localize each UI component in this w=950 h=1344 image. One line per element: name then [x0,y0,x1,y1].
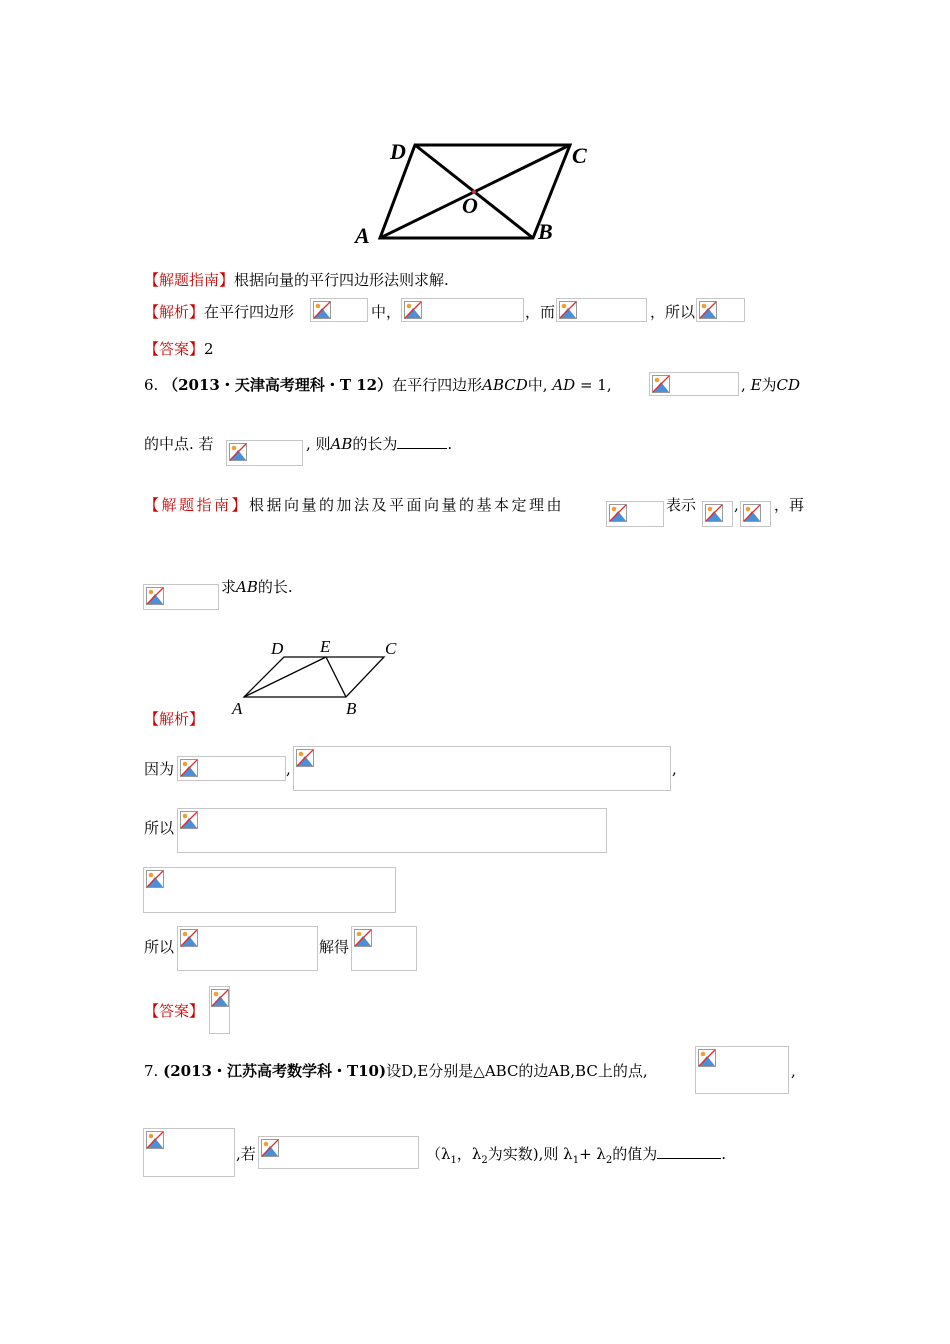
formula-image [702,501,733,527]
formula-image [606,501,664,527]
q5-answer-tag: 【答案】 [144,340,205,358]
formula-image [177,756,286,781]
image-placeholder-icon [705,504,723,522]
q7-ruo: ,若 [236,1145,256,1163]
q7-stem [144,1061,648,1081]
q5-analysis [144,302,294,322]
q6-guide-text: 根据向量的加法及平面向量的基本定理由 [249,496,565,514]
formula-image [177,808,607,853]
formula-image [209,986,230,1034]
q7-subscript: 2 [605,1155,613,1166]
formula-image [310,298,368,322]
q5-analysis-text-3: ，而 [525,303,556,321]
image-placeholder-icon [652,375,670,393]
formula-image [258,1136,419,1169]
q6-stem-text: 中, [527,376,548,394]
q6-because: 因为 [144,760,175,778]
image-placeholder-icon [743,504,761,522]
image-placeholder-icon [296,749,314,767]
q7-cond-text: . [721,1145,727,1163]
q6-stem-line2-end [306,434,452,454]
image-placeholder-icon [180,929,198,947]
q5-guide-text: 根据向量的平行四边形法则求解. [234,271,449,289]
q6-stem-line1-end [741,375,800,395]
q7-cond-text: 为实数),则 λ [487,1145,573,1163]
image-placeholder-icon [146,870,164,888]
q6-source: （2013・天津高考理科・T 12） [163,376,393,394]
q7-stem-text: 设D,E分别是△ABC的边AB,BC上的点, [386,1062,648,1080]
formula-image [293,746,671,791]
fig2-label-d: D [271,639,284,658]
label-a: A [355,223,370,248]
image-placeholder-icon [699,301,717,319]
fig2-label-b: B [346,699,357,718]
q7-condition [426,1144,726,1171]
q6-stem-text: , 则 [306,435,331,453]
q5-answer-value: 2 [204,340,214,358]
formula-image [740,501,771,527]
q7-subscript: 1 [572,1155,580,1166]
q6-stem-ab: AB [330,435,353,453]
formula-image [143,867,396,913]
formula-image [351,926,417,971]
q6-stem-line2-start: 的中点. 若 [144,435,214,453]
q6-comma-2: , [672,760,677,778]
q6-stem-ad: AD [552,376,576,394]
q6-guide-tag: 【解题指南】 [144,496,250,514]
image-placeholder-icon [559,301,577,319]
q6-stem-cd: CD [776,376,801,394]
formula-image [143,584,219,610]
trapezoid-figure [228,636,408,720]
segment-be [326,657,346,697]
q6-stem-text: = 1, [579,376,612,394]
parallelogram-figure [350,135,600,250]
q7-cond-text: + λ [579,1145,606,1163]
q7-source: (2013・江苏高考数学科・T10) [163,1062,387,1080]
formula-image [177,926,318,971]
answer-blank [397,434,447,449]
q7-number: 7. [144,1062,159,1080]
image-placeholder-icon [609,504,627,522]
image-placeholder-icon [698,1049,716,1067]
q6-stem-line1 [144,375,612,395]
label-d: D [390,139,406,164]
q6-number: 6. [144,376,159,394]
fig2-label-c: C [385,639,397,658]
image-placeholder-icon [146,587,164,605]
q6-stem-text: 在平行四边形 [392,376,483,394]
q6-guide-ab: AB [236,578,258,596]
formula-image [695,1046,789,1094]
image-placeholder-icon [261,1139,279,1157]
formula-image [226,440,303,466]
label-c: C [572,143,587,168]
formula-image [143,1128,235,1177]
q7-subscript: 1 [450,1155,457,1166]
q6-stem-text: 的长为 [352,435,398,453]
q7-subscript: 2 [481,1155,488,1166]
q5-guide [144,270,449,290]
formula-image [649,372,739,396]
image-placeholder-icon [211,989,229,1007]
segment-ae [244,657,326,697]
image-placeholder-icon [229,443,247,461]
q6-so-1: 所以 [144,819,175,837]
q6-comma: , [286,760,291,778]
q5-analysis-text-2: 中， [371,303,402,321]
fig2-label-a: A [232,699,243,718]
q6-stem-e: E [750,376,762,394]
q5-answer [144,339,214,359]
q6-analysis-tag: 【解析】 [144,710,205,728]
q6-stem-text: , [741,376,746,394]
q5-analysis-text-1: 在平行四边形 [204,303,295,321]
q6-answer-tag: 【答案】 [144,1002,205,1020]
q6-guide-line2 [221,577,293,597]
formula-image [401,298,524,322]
label-b: B [538,219,553,244]
q6-guide-text: 求 [221,578,237,596]
q6-guide-text-4: ，再 [774,496,805,514]
answer-blank [657,1144,721,1159]
formula-image [556,298,647,322]
q7-cond-text: （λ [426,1145,451,1163]
image-placeholder-icon [180,759,198,777]
label-o: O [462,193,478,218]
q7-cond-text: ，λ [456,1145,482,1163]
q7-comma: , [791,1062,796,1080]
q6-stem-text: 为 [761,376,777,394]
q6-solve: 解得 [319,938,350,956]
formula-image [696,298,745,322]
image-placeholder-icon [313,301,331,319]
q6-guide-text: 的长. [257,578,293,596]
q6-guide [144,495,564,515]
q7-cond-text: 的值为 [612,1145,658,1163]
image-placeholder-icon [354,929,372,947]
q5-guide-tag: 【解题指南】 [144,271,235,289]
q6-stem-text: . [447,435,453,453]
q6-stem-abcd: ABCD [482,376,528,394]
fig2-label-e: E [320,637,331,656]
q5-analysis-text-4: ，所以 [650,303,696,321]
image-placeholder-icon [404,301,422,319]
q6-guide-text-3: , [734,496,739,514]
q6-guide-text-2: 表示 [666,496,697,514]
image-placeholder-icon [180,811,198,829]
q6-so-2: 所以 [144,938,175,956]
image-placeholder-icon [146,1131,164,1149]
q5-analysis-tag: 【解析】 [144,303,205,321]
